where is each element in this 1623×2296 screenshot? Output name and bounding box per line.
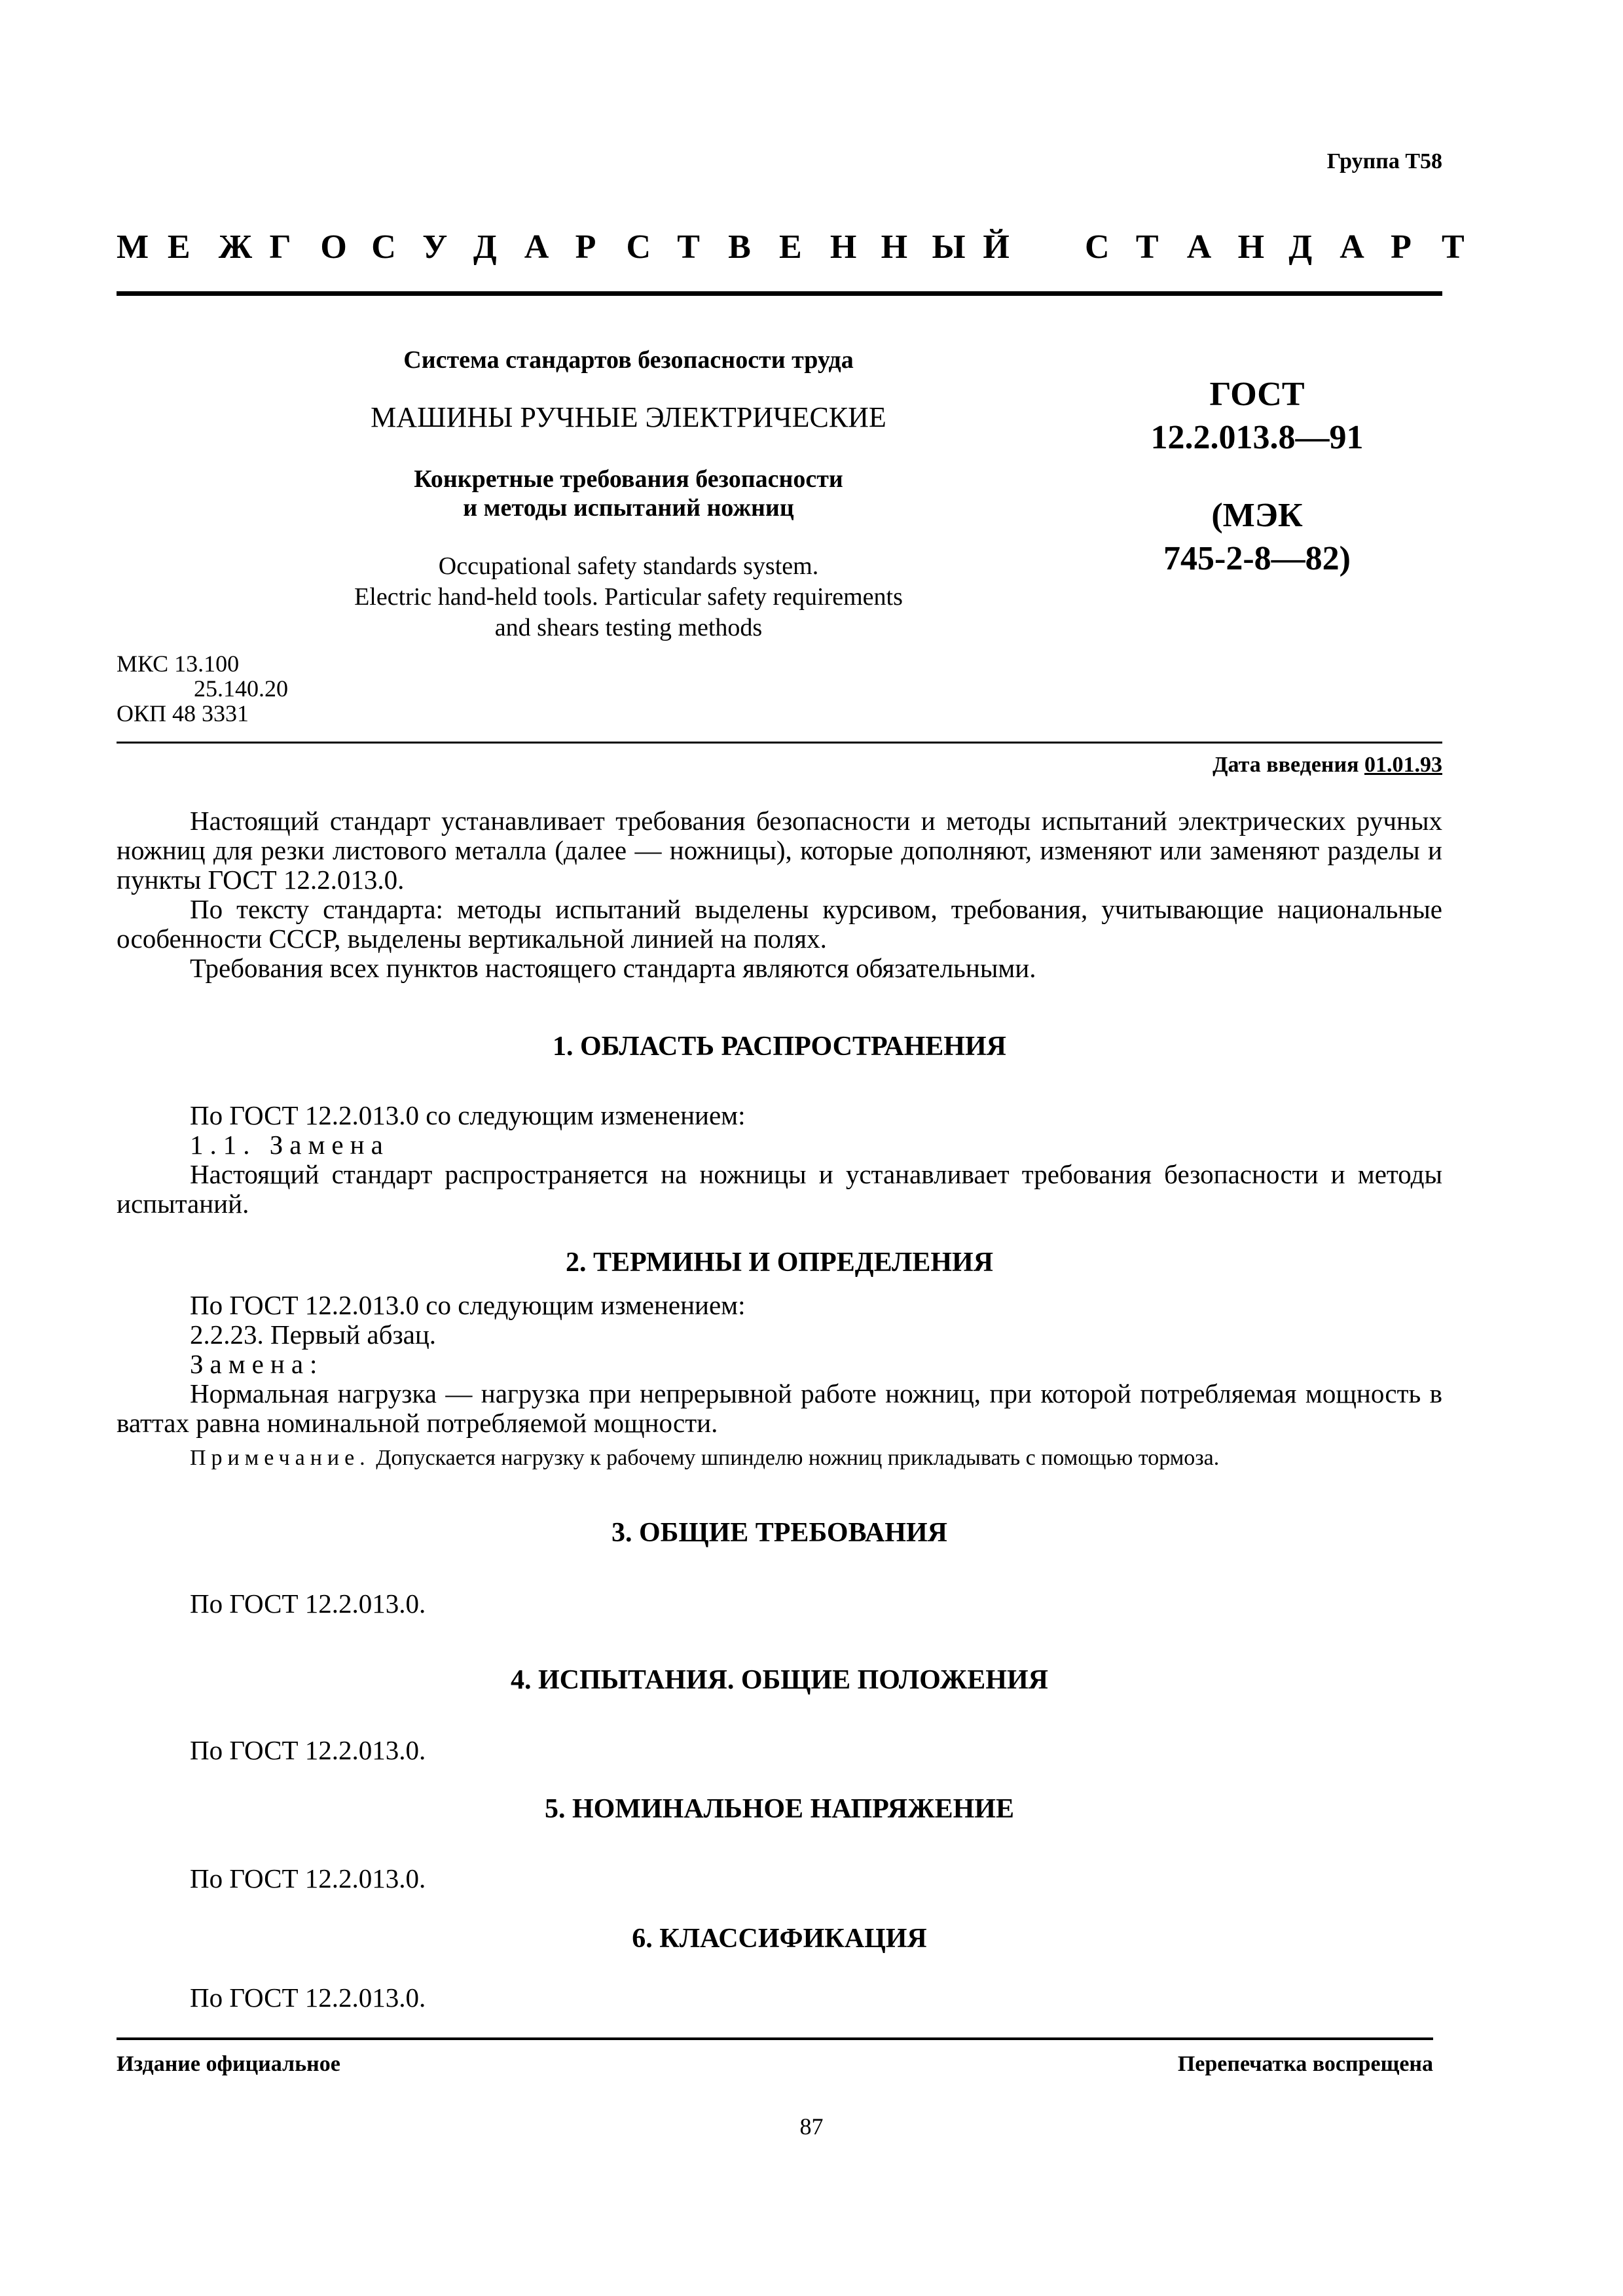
banner-letter: У — [422, 228, 448, 266]
banner-letter: Ы — [932, 228, 966, 266]
body-line: По ГОСТ 12.2.013.0. — [190, 1588, 426, 1619]
body-line: По ГОСТ 12.2.013.0. — [190, 1863, 426, 1893]
title-rule — [117, 742, 1442, 744]
banner-letter: Д — [1288, 228, 1313, 266]
date-label: Дата введения — [1213, 753, 1359, 777]
body-line: По ГОСТ 12.2.013.0 со следующим изменением: — [190, 1100, 746, 1130]
introduction-date — [1213, 753, 1442, 778]
note-label: Примечание. — [190, 1446, 371, 1470]
banner-letter: Р — [1391, 228, 1412, 266]
mks-code: МКС 13.100 — [117, 651, 240, 677]
group-code: Группа Т58 — [1326, 149, 1442, 173]
english-line: and shears testing methods — [494, 614, 763, 641]
banner-letter: Т — [1135, 228, 1159, 266]
banner-letter: А — [1186, 228, 1212, 266]
banner-letter: А — [1340, 228, 1364, 266]
subtitle-line: Конкретные требования безопасности — [414, 465, 843, 493]
banner-letter: А — [524, 228, 549, 266]
section-heading: 1. ОБЛАСТЬ РАСПРОСТРАНЕНИЯ — [553, 1031, 1006, 1062]
english-line: Occupational safety standards system. — [438, 552, 819, 580]
banner-letter: Е — [778, 228, 802, 266]
gost-number: 12.2.013.8—91 — [1150, 419, 1364, 456]
banner-letter: Ж — [218, 228, 253, 266]
banner-letter: Е — [167, 228, 191, 266]
body-line: По ГОСТ 12.2.013.0. — [190, 1735, 426, 1765]
body-line: По ГОСТ 12.2.013.0 со следующим изменением: — [190, 1290, 746, 1320]
banner-letter: М — [117, 228, 149, 266]
iec-number: 745-2-8—82) — [1163, 540, 1351, 577]
footer-rule — [117, 2037, 1433, 2040]
banner-letter: Т — [677, 228, 700, 266]
standard-banner — [117, 228, 1465, 266]
banner-letter: В — [728, 228, 751, 266]
banner-letter: Г — [269, 228, 291, 266]
gost-designation — [1074, 373, 1440, 459]
gost-label: ГОСТ — [1209, 376, 1305, 413]
banner-letter: Д — [473, 228, 497, 266]
intro-paragraph: По тексту стандарта: методы испытаний выделены курсивом, требования, учитывающие национальные особенности СССР, выделены вертикальной линией на полях. — [117, 894, 1442, 954]
page-number: 87 — [799, 2113, 824, 2140]
banner-letter: О — [320, 228, 347, 266]
date-value: 01.01.93 — [1364, 753, 1442, 777]
banner-letter: Т — [1441, 228, 1465, 266]
note-text: Допускается нагрузку к рабочему шпинделю ножниц прикладывать с помощью тормоза. — [376, 1446, 1220, 1470]
banner-letter: Н — [1237, 228, 1265, 266]
banner-letter: Н — [830, 228, 857, 266]
intro-paragraph: Настоящий стандарт устанавливает требования безопасности и методы испытаний электрических ручных ножниц для резки листового металла (далее — ножницы), которые дополняют, изменяют или заменяют разделы и пункты ГОСТ 12.2.013.0. — [117, 806, 1442, 895]
iec-label: (МЭК — [1211, 497, 1303, 534]
section-heading: 4. ИСПЫТАНИЯ. ОБЩИЕ ПОЛОЖЕНИЯ — [511, 1665, 1048, 1695]
banner-letter: С — [371, 228, 396, 266]
subtitle-line: и методы испытаний ножниц — [463, 494, 794, 522]
banner-letter: С — [1085, 228, 1110, 266]
okp-code: ОКП 48 3331 — [117, 700, 249, 726]
english-line: Electric hand-held tools. Particular safety requirements — [354, 583, 903, 611]
iec-designation — [1074, 494, 1440, 581]
product-title: МАШИНЫ РУЧНЫЕ ЭЛЕКТРИЧЕСКИЕ — [371, 401, 886, 433]
banner-letter: Н — [881, 228, 908, 266]
note — [117, 1445, 1442, 1471]
section-heading: 3. ОБЩИЕ ТРЕБОВАНИЯ — [611, 1518, 947, 1548]
system-title: Система стандартов безопасности труда — [403, 346, 854, 374]
banner-letter: Й — [983, 228, 1010, 266]
body-paragraph: Нормальная нагрузка — нагрузка при непрерывной работе ножниц, при которой потребляемая мощность в ваттах равна номинальной потребляемой мощности. — [117, 1378, 1442, 1438]
banner-letter: Р — [575, 228, 596, 266]
section-heading: 2. ТЕРМИНЫ И ОПРЕДЕЛЕНИЯ — [565, 1247, 994, 1278]
english-title — [249, 551, 1008, 643]
subtitle — [236, 465, 1021, 522]
section-heading: 6. КЛАССИФИКАЦИЯ — [632, 1924, 927, 1954]
body-line: 1.1. Замена — [190, 1130, 390, 1160]
body-paragraph: Настоящий стандарт распространяется на ножницы и устанавливает требования безопасности и методы испытаний. — [117, 1159, 1442, 1219]
classification-codes — [117, 651, 288, 726]
body-line: Замена: — [190, 1349, 324, 1379]
mks-code-2: 25.140.20 — [194, 675, 288, 702]
section-heading: 5. НОМИНАЛЬНОЕ НАПРЯЖЕНИЕ — [545, 1794, 1014, 1824]
banner-letter: С — [626, 228, 651, 266]
body-line: 2.2.23. Первый абзац. — [190, 1319, 437, 1350]
header-rule — [117, 291, 1442, 296]
intro-paragraph: Требования всех пунктов настоящего стандарта являются обязательными. — [190, 953, 1036, 983]
reprint-note: Перепечатка воспрещена — [1177, 2052, 1433, 2076]
edition-note: Издание официальное — [117, 2052, 340, 2076]
body-line: По ГОСТ 12.2.013.0. — [190, 1982, 426, 2013]
